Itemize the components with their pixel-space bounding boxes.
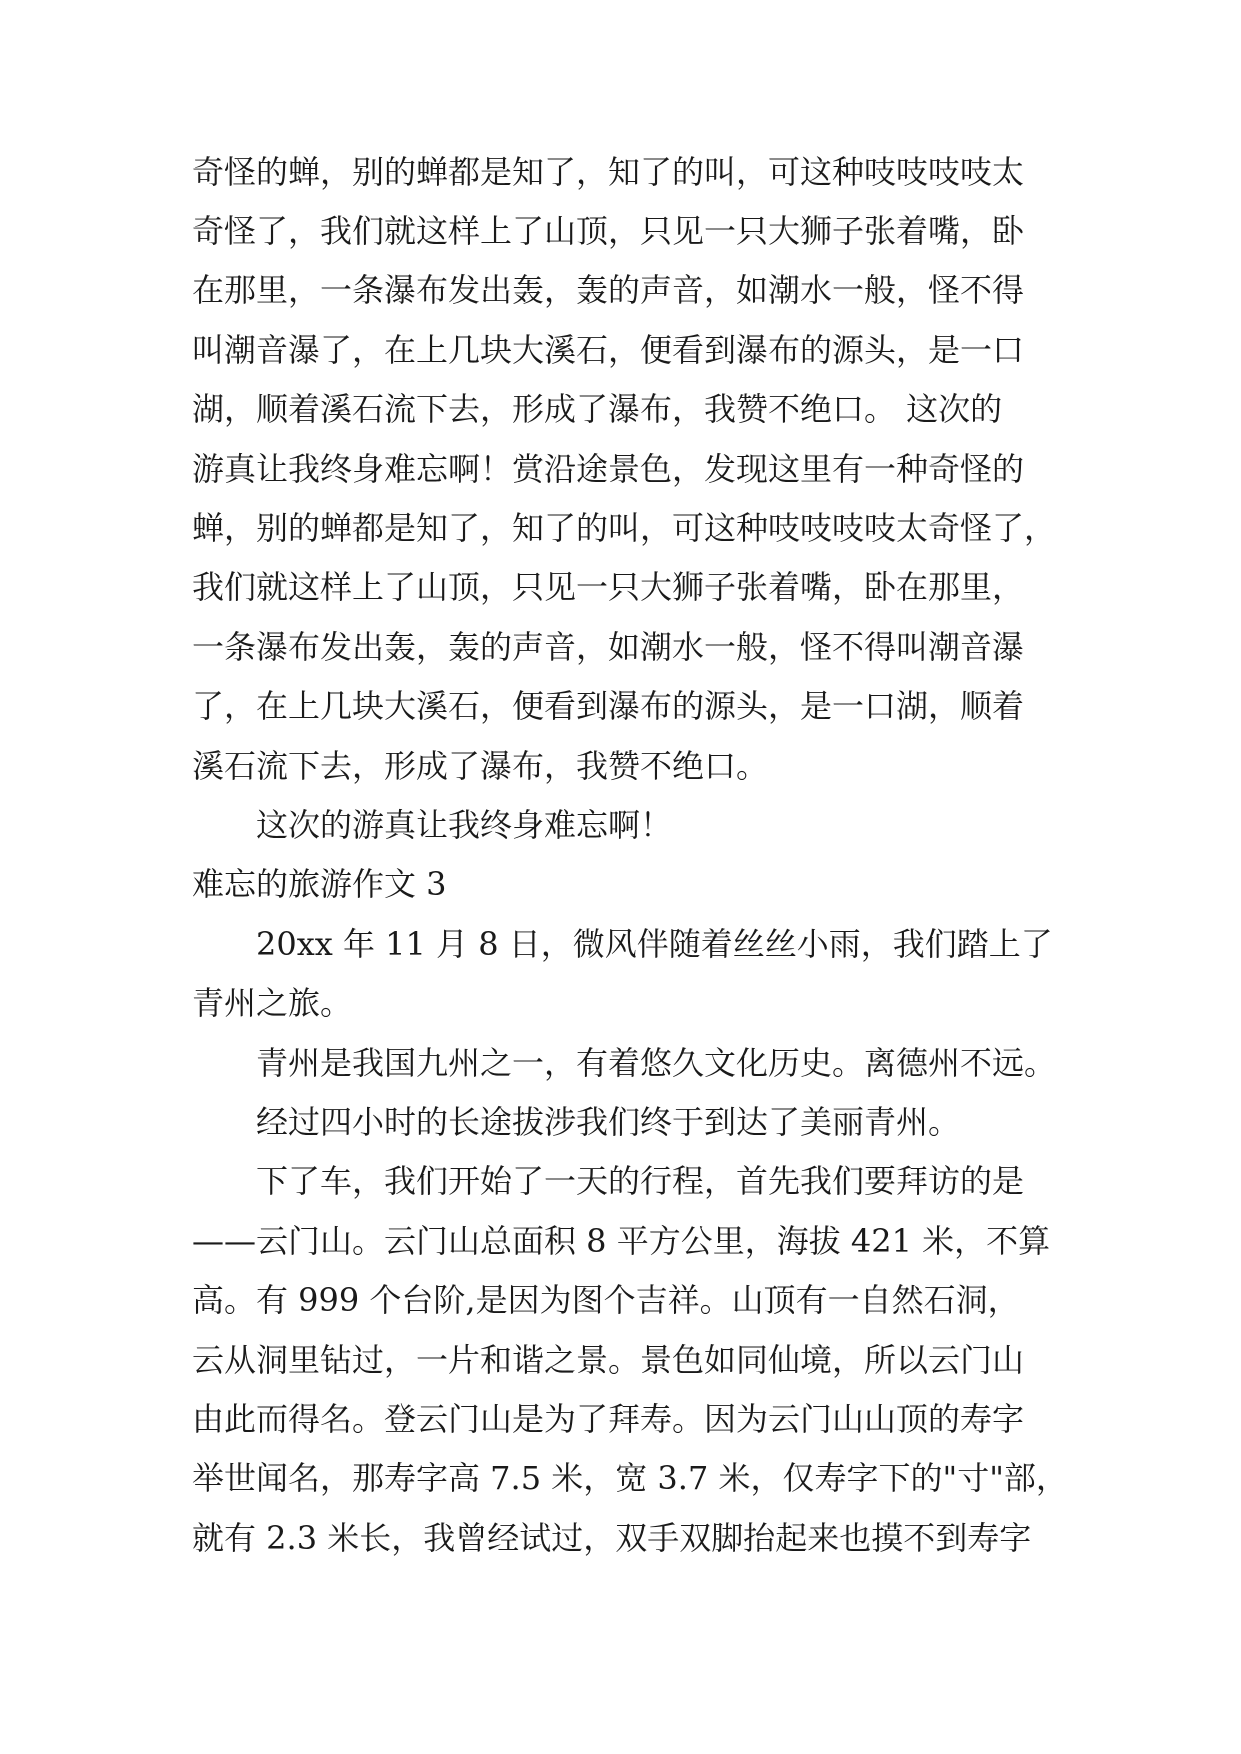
text-line: 高。有 999 个台阶,是因为图个吉祥。山顶有一自然石洞， — [192, 1281, 1020, 1319]
text-line: 举世闻名，那寿字高 7.5 米，宽 3.7 米，仅寿字下的"寸"部， — [192, 1459, 1068, 1497]
text-line: 溪石流下去，形成了瀑布，我赞不绝口。 — [192, 747, 769, 785]
text-line: 就有 2.3 米长，我曾经试过，双手双脚抬起来也摸不到寿字 — [192, 1519, 1032, 1557]
text-line: 蝉，别的蝉都是知了，知了的叫，可这种吱吱吱吱太奇怪了， — [192, 509, 1057, 547]
text-line: 20xx 年 11 月 8 日，微风伴随着丝丝小雨，我们踏上了 — [256, 925, 1053, 963]
text-line: 下了车，我们开始了一天的行程，首先我们要拜访的是 — [256, 1162, 1025, 1200]
text-line: 叫潮音瀑了，在上几块大溪石，便看到瀑布的源头，是一口 — [192, 331, 1025, 369]
text-line: 经过四小时的长途拔涉我们终于到达了美丽青州。 — [256, 1103, 961, 1141]
text-line: 我们就这样上了山顶，只见一只大狮子张着嘴，卧在那里， — [192, 568, 1025, 606]
text-line: 湖，顺着溪石流下去，形成了瀑布，我赞不绝口。 这次的 — [192, 390, 1003, 428]
text-line: 青州之旅。 — [192, 984, 353, 1022]
text-line: ——云门山。云门山总面积 8 平方公里，海拔 421 米，不算 — [192, 1222, 1051, 1260]
text-line: 奇怪了，我们就这样上了山顶，只见一只大狮子张着嘴，卧 — [192, 212, 1025, 250]
text-line: 奇怪的蝉，别的蝉都是知了，知了的叫，可这种吱吱吱吱太 — [192, 153, 1025, 191]
text-line: 了，在上几块大溪石，便看到瀑布的源头，是一口湖，顺着 — [192, 687, 1025, 725]
text-line: 在那里，一条瀑布发出轰，轰的声音，如潮水一般，怪不得 — [192, 271, 1025, 309]
text-line: 游真让我终身难忘啊！赏沿途景色，发现这里有一种奇怪的 — [192, 450, 1025, 488]
text-line: 由此而得名。登云门山是为了拜寿。因为云门山山顶的寿字 — [192, 1400, 1025, 1438]
text-line: 青州是我国九州之一，有着悠久文化历史。离德州不远。 — [256, 1044, 1057, 1082]
text-line: 云从洞里钻过，一片和谐之景。景色如同仙境，所以云门山 — [192, 1341, 1025, 1379]
text-line: 这次的游真让我终身难忘啊！ — [256, 806, 673, 844]
section-heading: 难忘的旅游作文 3 — [192, 865, 447, 903]
text-line: 一条瀑布发出轰，轰的声音，如潮水一般，怪不得叫潮音瀑 — [192, 628, 1025, 666]
